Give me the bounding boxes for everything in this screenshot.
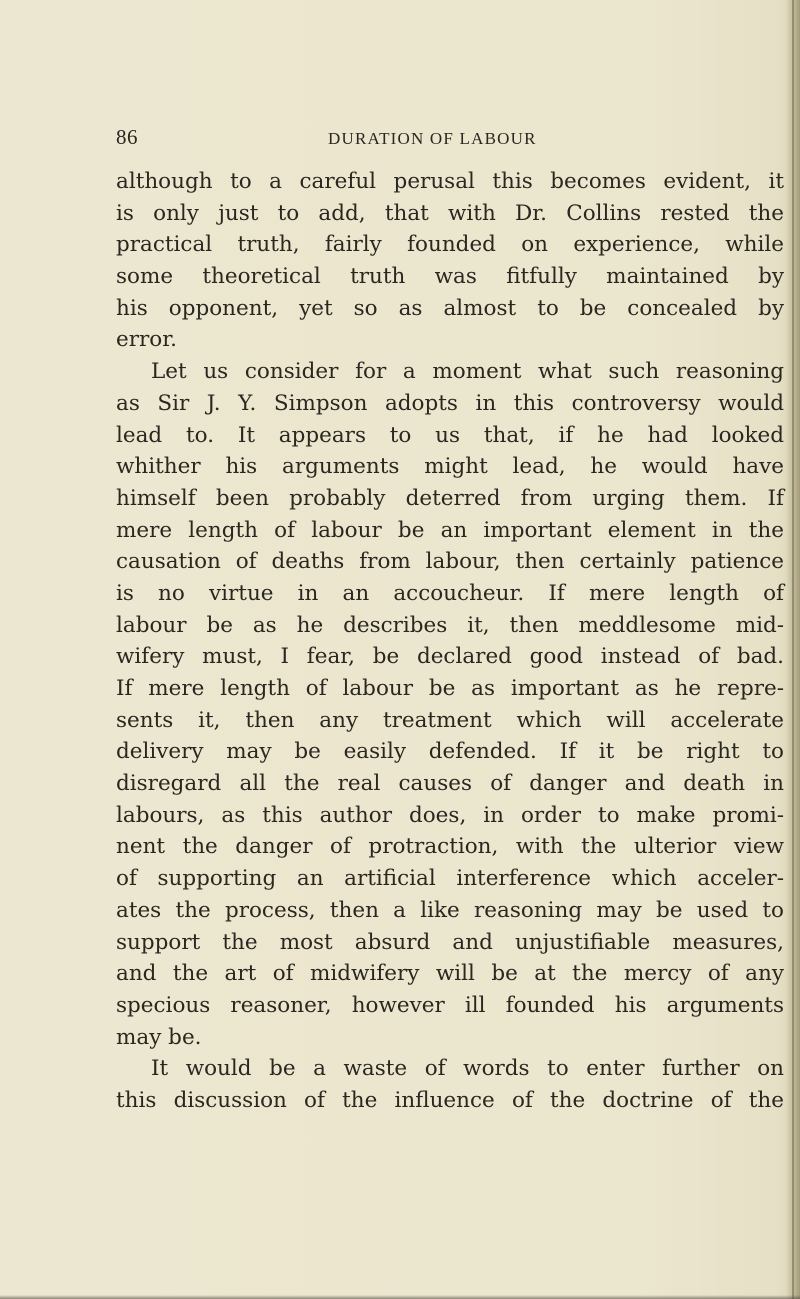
text-line: whither his arguments might lead, he would have: [116, 454, 784, 480]
text-line: is only just to add, that with Dr. Collins rested the: [116, 200, 784, 226]
text-line: It would be a waste of words to enter further on: [151, 1056, 784, 1082]
page-bottom-edge: [0, 1295, 800, 1299]
text-line: lead to. It appears to us that, if he had looked: [116, 422, 784, 448]
text-line: labour be as he describes it, then meddlesome mid-: [116, 612, 784, 638]
text-line: causation of deaths from labour, then certainly patience: [116, 549, 784, 575]
text-line: If mere length of labour be as important as he repre-: [116, 676, 784, 701]
text-line: mere length of labour be an important element in the: [116, 517, 784, 543]
text-line: his opponent, yet so as almost to be concealed by: [116, 295, 784, 321]
text-line: practical truth, fairly founded on experience, while: [116, 232, 784, 258]
text-line: some theoretical truth was fitfully maintained by: [116, 264, 784, 290]
text-line: specious reasoner, however ill founded his arguments: [116, 992, 784, 1018]
text-line: Let us consider for a moment what such reasoning: [151, 359, 784, 385]
text-line: delivery may be easily defended. If it be right to: [116, 739, 784, 765]
text-line: as Sir J. Y. Simpson adopts in this controversy would: [116, 390, 784, 416]
text-line: although to a careful perusal this becomes evident, it: [116, 169, 784, 194]
page-number: 86: [116, 125, 138, 149]
page-header: [116, 125, 796, 155]
running-head: DURATION OF LABOUR: [328, 129, 537, 148]
text-line: support the most absurd and unjustifiable measures,: [116, 929, 784, 955]
text-line: is no virtue in an accoucheur. If mere length of: [116, 580, 784, 606]
text-line: sents it, then any treatment which will accelerate: [116, 707, 784, 733]
page-spine-line: [792, 0, 794, 1299]
body-text: [116, 166, 784, 1117]
text-line: may be.: [116, 1024, 202, 1050]
text-line: labours, as this author does, in order to make promi-: [116, 802, 784, 828]
text-line: error.: [116, 327, 177, 353]
text-line: nent the danger of protraction, with the ulterior view: [116, 834, 784, 860]
text-line: of supporting an artificial interference which acceler-: [116, 866, 784, 892]
text-line: and the art of midwifery will be at the mercy of any: [116, 961, 784, 987]
text-line: himself been probably deterred from urging them. If: [116, 485, 784, 511]
text-line: wifery must, I fear, be declared good instead of bad.: [116, 644, 784, 670]
text-line: disregard all the real causes of danger and death in: [116, 771, 784, 797]
text-line: ates the process, then a like reasoning may be used to: [116, 897, 784, 923]
text-line: this discussion of the influence of the doctrine of the: [116, 1087, 784, 1113]
